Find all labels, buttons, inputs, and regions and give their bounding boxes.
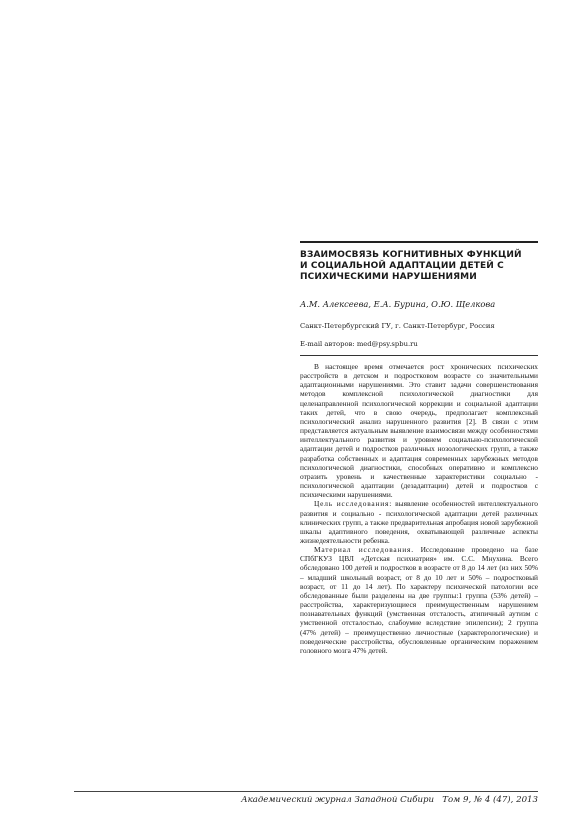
title-top-rule [300,241,538,243]
journal-name: Академический журнал Западной Сибири [241,795,435,805]
page-footer [241,795,538,805]
header-divider [300,355,538,356]
goal-label: Цель исследования: [314,499,393,509]
article-authors: А.М. Алексеева, Е.А. Бурина, О.Ю. Щелкова [300,299,496,309]
article-body [300,362,538,655]
material-label: Материал исследования. [314,545,414,555]
issue-info: Том 9, № 4 (47), 2013 [442,795,538,805]
footer-rule [74,791,538,792]
article-title-line: ПСИХИЧЕСКИМИ НАРУШЕНИЯМИ [300,272,477,282]
goal-paragraph [300,499,538,545]
article-title [300,250,538,283]
intro-paragraph: В настоящее время отмечается рост хронических психических расстройств в детском и подростковом возрасте со значительными адаптационными нарушениями. Это ставит задачи совершенствования методов комплексной психологической диагностики для целенаправленной психологической коррекции и социальной адаптации таких детей, что в свою очередь, предполагает комплексный психологический анализ нарушенного развития [2]. В связи с этим представляется актуальным выявление взаимосвязи между особенностями интеллектуального развития и уровнем социально-психологической адаптации детей и подростков различных нозологических групп, а также разработка собственных и адаптация современных зарубежных методов психологической диагностики, способных оперативно и комплексно отразить уровень и качественные характеристики социально - психологической адаптации (дезадаптации) детей и подростков с психическими нарушениями. [300,362,538,500]
article-title-line: ВЗАИМОСВЯЗЬ КОГНИТИВНЫХ ФУНКЦИЙ [300,250,522,260]
author-email: E-mail авторов: med@psy.spbu.ru [300,340,418,348]
article-title-line: И СОЦИАЛЬНОЙ АДАПТАЦИИ ДЕТЕЙ С [300,261,504,271]
goal-text: выявление особенностей интеллектуального развития и социально - психологической адаптации детей различных клинических групп, а также предварительная апробация новой зарубежной шкалы адаптивного поведения, охватывающей различные аспекты жизнедеятельности ребенка. [300,499,538,545]
material-paragraph [300,545,538,655]
article-block [300,241,538,655]
author-affiliation: Санкт-Петербургский ГУ, г. Санкт-Петербург, Россия [300,322,495,330]
material-text: Исследование проведено на базе СПбГКУЗ ЦВЛ «Детская психиатрия» им. С.С. Мнухина. Всего обследовано 100 детей и подростков в возрасте от 8 до 14 лет (из них 50% – младший школьный возраст, от 8 до 10 лет и 50% – подростковый возраст, от 11 до 14 лет). По характеру психической патологии все обследованные были разделены на две группы:1 группа (53% детей) – расстройства, характеризующиеся преимущественным нарушением познавательных функций (умственная отсталость, атипичный аутизм с умственной отсталостью, слабоумие вследствие эпилепсии); 2 группа (47% детей) – преимущественно личностные (характерологические) и поведенческие расстройства, обусловленные органическим поражением головного мозга 47% детей. [300,545,538,655]
